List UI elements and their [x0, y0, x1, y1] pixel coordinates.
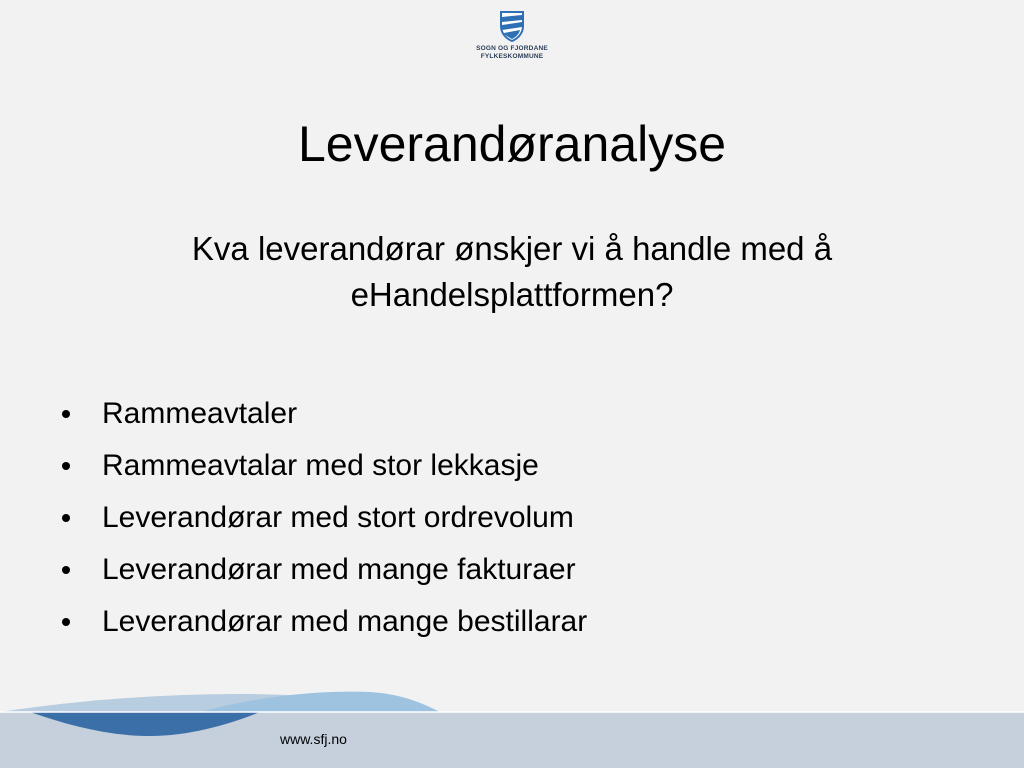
bullet-item — [56, 596, 956, 648]
bullet-item — [56, 440, 956, 492]
footer-website-url[interactable]: www.sfj.no — [280, 731, 347, 747]
bullet-text: Leverandørar med mange fakturaer — [102, 553, 576, 586]
footer-wave-decoration — [0, 690, 1024, 768]
coat-of-arms-shield-icon — [499, 10, 525, 42]
bullet-dot-icon — [62, 462, 70, 470]
bullet-dot-icon — [62, 514, 70, 522]
bullet-text: Rammeavtaler — [102, 397, 298, 430]
bullet-item — [56, 388, 956, 440]
bullet-text: Leverandørar med mange bestillarar — [102, 605, 588, 638]
bullet-item — [56, 492, 956, 544]
organization-logo — [462, 10, 562, 70]
bullet-text: Rammeavtalar med stor lekkasje — [102, 449, 539, 482]
slide-subtitle: Kva leverandørar ønskjer vi å handle med å eHandelsplattformen? — [191, 230, 833, 313]
bullet-list — [56, 388, 956, 648]
bullet-item — [56, 544, 956, 596]
bullet-text: Leverandørar med stort ordrevolum — [102, 501, 574, 534]
bullet-dot-icon — [62, 410, 70, 418]
bullet-dot-icon — [62, 618, 70, 626]
bullet-dot-icon — [62, 566, 70, 574]
slide-title: Leverandøranalyse — [297, 116, 727, 172]
logo-text-line2: FYLKESKOMMUNE — [480, 53, 544, 60]
logo-text-line1: SOGN OG FJORDANE — [476, 45, 548, 52]
